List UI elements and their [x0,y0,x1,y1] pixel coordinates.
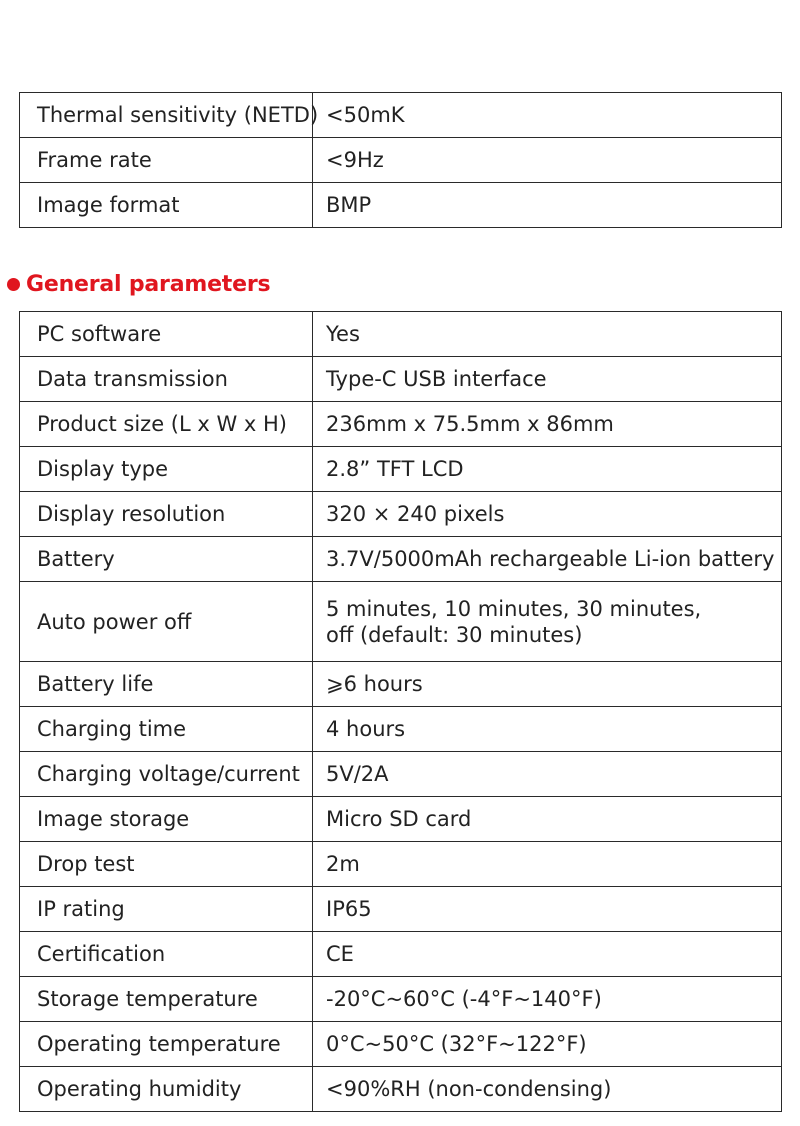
spec-label: Battery life [20,662,313,707]
spec-value: <9Hz [313,138,782,183]
spec-label: Image format [20,183,313,228]
spec-label: Operating humidity [20,1067,313,1112]
section-title: General parameters [26,271,271,297]
spec-value-line: 5 minutes, 10 minutes, 30 minutes, [326,596,702,621]
spec-table-general [19,311,782,1112]
red-dot-icon [7,278,20,291]
spec-value: ⩾6 hours [313,662,782,707]
table-row [20,402,782,447]
spec-value: 2.8” TFT LCD [313,447,782,492]
spec-label: Thermal sensitivity (NETD) [20,93,313,138]
spec-value: Type-C USB interface [313,357,782,402]
table-row [20,662,782,707]
spec-value: 5V/2A [313,752,782,797]
table-row [20,932,782,977]
spec-label: Image storage [20,797,313,842]
spec-value [313,582,782,662]
table-row [20,582,782,662]
spec-value: 3.7V/5000mAh rechargeable Li-ion battery [313,537,782,582]
table-row [20,447,782,492]
spec-value: <50mK [313,93,782,138]
spec-value: 4 hours [313,707,782,752]
table-row [20,842,782,887]
spec-value: -20°C~60°C (-4°F~140°F) [313,977,782,1022]
spec-label: Data transmission [20,357,313,402]
spec-table-top [19,92,782,228]
spec-label: Battery [20,537,313,582]
table-row [20,707,782,752]
spec-label: Display resolution [20,492,313,537]
table-row [20,183,782,228]
table-row [20,93,782,138]
table-row [20,537,782,582]
spec-label: Drop test [20,842,313,887]
table-row [20,887,782,932]
spec-label: PC software [20,312,313,357]
table-row [20,312,782,357]
spec-label: Charging time [20,707,313,752]
spec-label: Operating temperature [20,1022,313,1067]
spec-value: Yes [313,312,782,357]
table-row [20,752,782,797]
spec-value: 0°C~50°C (32°F~122°F) [313,1022,782,1067]
spec-value: CE [313,932,782,977]
table-row [20,357,782,402]
spec-label: Auto power off [20,582,313,662]
spec-value: BMP [313,183,782,228]
spec-value-line: off (default: 30 minutes) [326,622,583,647]
spec-label: Charging voltage/current [20,752,313,797]
spec-value: Micro SD card [313,797,782,842]
spec-label: Frame rate [20,138,313,183]
table-row [20,1067,782,1112]
spec-value: 320 × 240 pixels [313,492,782,537]
spec-label: Product size (L x W x H) [20,402,313,447]
table-row [20,138,782,183]
table-row [20,1022,782,1067]
table-row [20,492,782,537]
spec-value: 2m [313,842,782,887]
spec-value: <90%RH (non-condensing) [313,1067,782,1112]
table-row [20,797,782,842]
spec-label: Storage temperature [20,977,313,1022]
spec-value: IP65 [313,887,782,932]
spec-value: 236mm x 75.5mm x 86mm [313,402,782,447]
spec-label: Certification [20,932,313,977]
spec-label: IP rating [20,887,313,932]
spec-label: Display type [20,447,313,492]
section-heading-general [7,269,270,299]
table-row [20,977,782,1022]
